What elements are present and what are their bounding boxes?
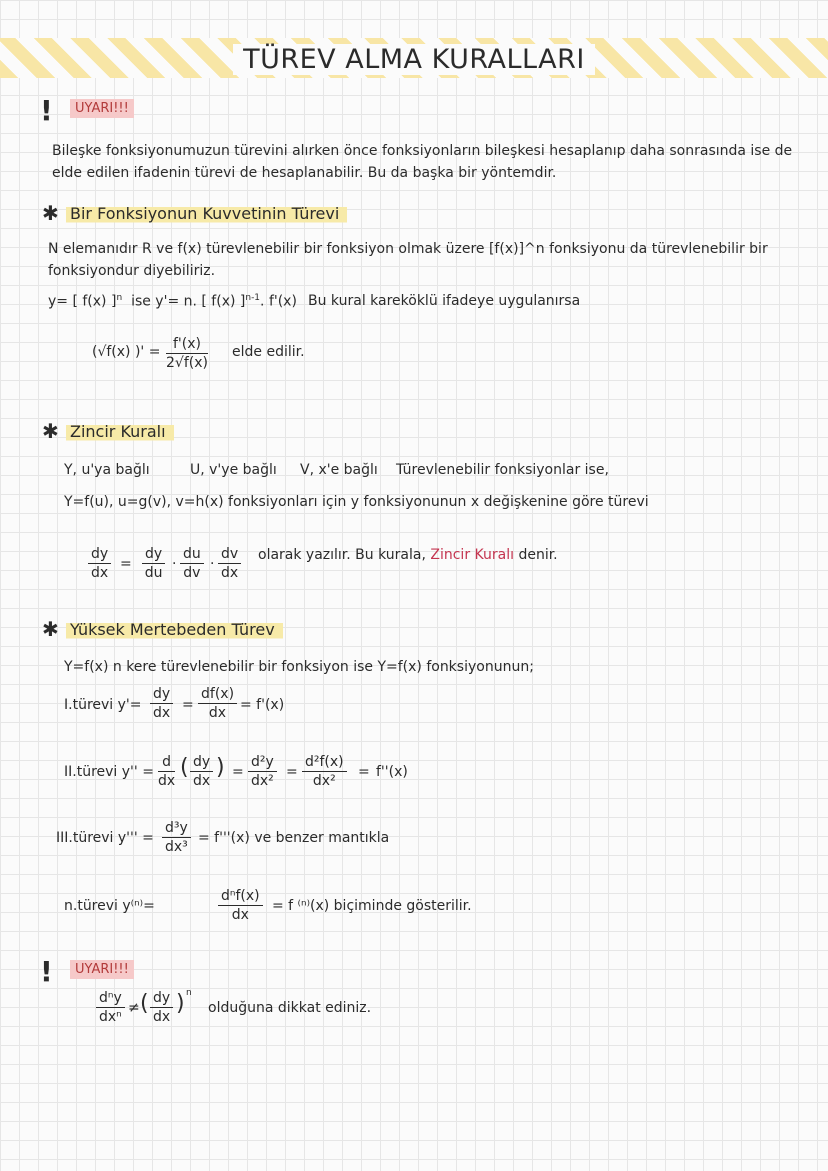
rule-note: Bu kural kareköklü ifadeye uygulanırsa — [308, 293, 581, 309]
section-heading-chain: Zincir Kuralı — [66, 421, 174, 442]
warning-label: UYARI!!! — [70, 99, 134, 118]
paren-open: ( — [180, 755, 189, 780]
derivative-2-label: II.türevi y'' = — [64, 764, 154, 780]
paren-close: ) — [216, 755, 225, 780]
derivative-2-frac-2: $\frac{dy}{dx}$ — [190, 754, 213, 789]
derivative-2-frac-1: $\frac{d}{dx}$ — [158, 754, 176, 789]
paren-open: ( — [140, 991, 149, 1016]
not-equal-sign: ≠ — [128, 1000, 140, 1016]
warning-frac-2: $\frac{dy}{dx}$ — [150, 990, 173, 1025]
dot-sign: · — [172, 556, 177, 572]
sqrt-note: elde edilir. — [232, 344, 305, 360]
chain-frac-4: $\frac{dv}{dx}$ — [218, 546, 241, 581]
equals-sign: = — [120, 556, 132, 572]
equals-sign: = — [286, 764, 298, 780]
section-heading-power: Bir Fonksiyonun Kuvvetinin Türevi — [66, 203, 347, 224]
derivative-n-end: = f ⁽ⁿ⁾(x) biçiminde gösterilir. — [272, 898, 472, 914]
power-formula: y= [ f(x) ]$^n$ ise y'= n. [ f(x) ]$^{n-1}$. f'(x) — [48, 293, 297, 310]
asterisk-icon: ✱ — [42, 419, 59, 443]
chain-line-c: V, x'e bağlı — [300, 462, 378, 478]
chain-frac-1: $\frac{dy}{dx}$ — [88, 546, 111, 581]
higher-intro: Y=f(x) n kere türevlenebilir bir fonksiyon ise Y=f(x) fonksiyonunun; — [64, 659, 534, 675]
asterisk-icon: ✱ — [42, 201, 59, 225]
derivative-1-frac-1: $\frac{dy}{dx}$ — [150, 686, 173, 721]
equals-sign: = — [232, 764, 244, 780]
warning-note: olduğuna dikkat ediniz. — [208, 1000, 372, 1016]
chain-line-d: Türevlenebilir fonksiyonlar ise, — [396, 462, 609, 478]
page-title: TÜREV ALMA KURALLARI — [0, 44, 828, 75]
sqrt-left: (√f(x) )' = — [92, 344, 161, 360]
derivative-3-frac: $\frac{\text{d³y}}{\text{dx³}}$ — [162, 820, 191, 855]
derivative-1-frac-2: $\frac{df(x)}{dx}$ — [198, 686, 237, 721]
derivative-3-label: III.türevi y''' = — [56, 830, 154, 846]
derivative-1-label: I.türevi y'= — [64, 697, 142, 713]
warning-text: Bileşke fonksiyonumuzun türevini alırken önce fonksiyonların bileşkesi hesaplanıp daha sonrasında ise de elde edilen ifadenin türevi de hesaplanabilir. Bu da başka bir yöntemdir. — [52, 143, 793, 181]
paren-close: ) — [176, 991, 185, 1016]
chain-frac-3: $\frac{du}{dv}$ — [180, 546, 204, 581]
derivative-2-frac-3: $\frac{\text{d²y}}{\text{dx²}}$ — [248, 754, 277, 789]
chain-note: olarak yazılır. Bu kurala, Zincir Kuralı denir. — [258, 547, 558, 563]
sqrt-fraction: $\frac{f'(x)}{2√f(x)}$ — [166, 336, 208, 371]
section-heading-higher: Yüksek Mertebeden Türev — [66, 619, 283, 640]
derivative-2-frac-4: $\frac{\text{d²f(x)}}{\text{dx²}}$ — [302, 754, 347, 789]
chain-line-a: Y, u'ya bağlı — [64, 462, 150, 478]
equals-sign: = — [358, 764, 370, 780]
warning-exponent: n — [186, 988, 192, 998]
derivative-1-end: = f'(x) — [240, 697, 285, 713]
equals-sign: = — [182, 697, 194, 713]
asterisk-icon: ✱ — [42, 617, 59, 641]
chain-frac-2: $\frac{dy}{du}$ — [142, 546, 165, 581]
chain-line-b: U, v'ye bağlı — [190, 462, 277, 478]
power-rule-text: N elemanıdır R ve f(x) türevlenebilir bir fonksiyon olmak üzere [f(x)]^n fonksiyonu da türevlenebilir bir fonksiyondur diyebiliriz. — [48, 241, 768, 279]
chain-line-2: Y=f(u), u=g(v), v=h(x) fonksiyonları için y fonksiyonunun x değişkenine göre türevi — [64, 494, 649, 510]
derivative-n-label: n.türevi y⁽ⁿ⁾= — [64, 898, 155, 914]
exclamation-icon: ! — [40, 955, 53, 988]
warning-frac-1: dⁿy dxⁿ — [96, 990, 125, 1025]
derivative-n-frac: dⁿf(x) dx — [218, 888, 263, 923]
warning-label: UYARI!!! — [70, 960, 134, 979]
derivative-3-end: = f'''(x) ve benzer mantıkla — [198, 830, 390, 846]
exclamation-icon: ! — [40, 94, 53, 127]
derivative-2-end: f''(x) — [376, 764, 408, 780]
dot-sign: · — [210, 556, 215, 572]
